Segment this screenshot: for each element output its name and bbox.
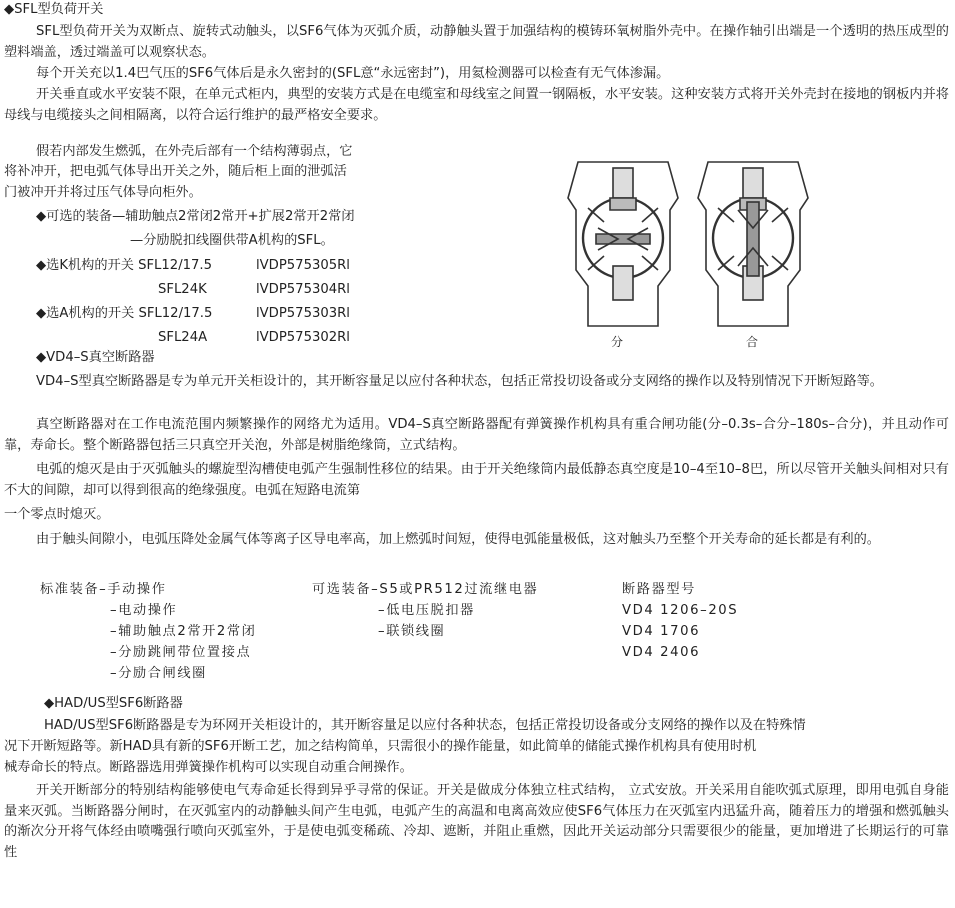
sfl-paragraph-2: 每个开关充以1.4巴气压的SF6气体后是永久密封的(SFL意“永远密封”)，用氦检测器可以检查有无气体渗漏。 (36, 66, 670, 81)
sfl-paragraph-4-line-2: 将补冲开，把电弧气体导出开关之外，随后柜上面的泄弧活 (4, 164, 347, 179)
vd4-paragraph-2: 真空断路器对在工作电流范围内频繁操作的网络尤为适用。VD4–S真空断路器配有弹簧操作机构具有重合闸功能(分–0.3s–合分–180s–合分)，并且动作可靠，寿命长。整个断路器包括三只真空开关泡，外部是树脂绝缘筒，立式结构。 (4, 417, 949, 453)
model-3: VD4 2406 (622, 645, 701, 660)
a-mechanism-code-1: lVDP575303Rl (256, 306, 350, 321)
switch-open-diagram (568, 162, 678, 326)
sfl-paragraph-4-line-3: 门被冲开并将过压气体导向柜外。 (4, 185, 202, 200)
k-mechanism-label: ◆选K机构的开关 SFL12/17.5 (36, 258, 212, 273)
k-mechanism-model-2: SFL24K (158, 282, 207, 297)
model-heading: 断路器型号 (622, 582, 696, 597)
had-paragraph-1-line-2: 况下开断短路等。新HAD具有新的SF6开断工艺，加之结构简单，只需很小的操作能量，如此简单的储能式操作机构具有使用时机 (4, 739, 757, 754)
vd4-paragraph-3: 电弧的熄灭是由于灭弧触头的螺旋型沟槽使电弧产生强制性移位的结果。由于开关绝缘筒内最低静态真空度是10–4至10–8巴，所以尽管开关触头间相对只有不大的间隙，却可以得到很高的绝缘强度。电弧在短路电流第 (4, 462, 949, 498)
std-equipment-3: –辅助触点2常开2常闭 (110, 624, 257, 639)
had-paragraph-1-line-1: HAD/US型SF6断路器是专为环网开关柜设计的，其开断容量足以应付各种状态，包括正常投切设备或分支网络的操作以及在特殊情 (44, 718, 806, 733)
sfl-optional-line-1: ◆可选的装备—辅助触点2常闭2常开+扩展2常开2常闭 (36, 209, 355, 224)
model-1: VD4 1206–20S (622, 603, 739, 618)
had-paragraph-1-line-3: 械寿命长的特点。断路器选用弹簧操作机构可以实现自动重合闸操作。 (4, 760, 413, 775)
optional-equipment-1: 可选装备–S5或PR512过流继电器 (312, 582, 539, 597)
vd4-heading: ◆VD4–S真空断路器 (36, 350, 155, 365)
vd4-paragraph-4: 由于触头间隙小，电弧压降处金属气体等离子区导电率高，加上燃弧时间短，使得电弧能量极低，这对触头乃至整个开关寿命的延长都是有利的。 (36, 532, 880, 547)
had-heading: ◆HAD/US型SF6断路器 (44, 696, 183, 711)
a-mechanism-label: ◆选A机构的开关 SFL12/17.5 (36, 306, 213, 321)
vd4-paragraph-1: VD4–S型真空断路器是专为单元开关柜设计的，其开断容量足以应付各种状态，包括正常投切设备或分支网络的操作以及特别情况下开断短路等。 (36, 374, 883, 389)
switch-diagram (558, 148, 818, 348)
k-mechanism-code-1: lVDP575305Rl (256, 258, 350, 273)
switch-open-label: 分 (611, 335, 624, 348)
a-mechanism-model-2: SFL24A (158, 330, 208, 345)
std-equipment-1: 标准装备–手动操作 (40, 582, 167, 597)
k-mechanism-code-2: lVDP575304Rl (256, 282, 350, 297)
switch-closed-label: 合 (746, 335, 759, 348)
std-equipment-5: –分励合闸线圈 (110, 666, 207, 681)
sfl-paragraph-1: SFL型负荷开关为双断点、旋转式动触头，以SF6气体为灭弧介质，动静触头置于加强结构的模铸环氧树脂外壳中。在操作轴引出端是一个透明的热压成型的塑料端盖，透过端盖可以观察状态。 (4, 24, 949, 60)
sfl-paragraph-4-line-1: 假若内部发生燃弧，在外壳后部有一个结构薄弱点，它 (36, 144, 353, 159)
std-equipment-2: –电动操作 (110, 603, 178, 618)
std-equipment-4: –分励跳闸带位置接点 (110, 645, 252, 660)
sfl-paragraph-3: 开关垂直或水平安装不限，在单元式柜内，典型的安装方式是在电缆室和母线室之间置一钢隔板，水平安装。这种安装方式将开关外壳封在接地的钢板内并将母线与电缆接头之间相隔离，以符合运行维护的最严格安全要求。 (4, 87, 949, 123)
a-mechanism-code-2: lVDP575302Rl (256, 330, 350, 345)
optional-equipment-3: –联锁线圈 (378, 624, 446, 639)
vd4-paragraph-3-tail: 一个零点时熄灭。 (4, 507, 110, 522)
model-2: VD4 1706 (622, 624, 701, 639)
had-paragraph-2: 开关开断部分的特别结构能够使电气寿命延长得到异乎寻常的保证。开关是做成分体独立柱式结构， 立式安放。开关采用自能吹弧式原理，即用电弧自身能量来灭弧。当断路器分闸时，在灭弧室内的动静触头间产生电弧，电弧产生的高温和电离高效应使SF6气体压力在灭弧室内迅猛升高，随着压力的增强和燃弧触头的渐次分开将气体经由喷嘴强行喷向灭弧室外，于是使电弧变稀疏、冷却、遮断，并阻止重燃，因此开关运动部分只需要很少的能量，更加增进了长期运行的可靠性 (4, 783, 949, 860)
sfl-optional-line-2: —分励脱扣线圈供带A机构的SFL。 (130, 233, 334, 248)
sfl-heading: ◆SFL型负荷开关 (4, 2, 104, 17)
switch-closed-diagram (698, 162, 808, 326)
optional-equipment-2: –低电压脱扣器 (378, 603, 475, 618)
